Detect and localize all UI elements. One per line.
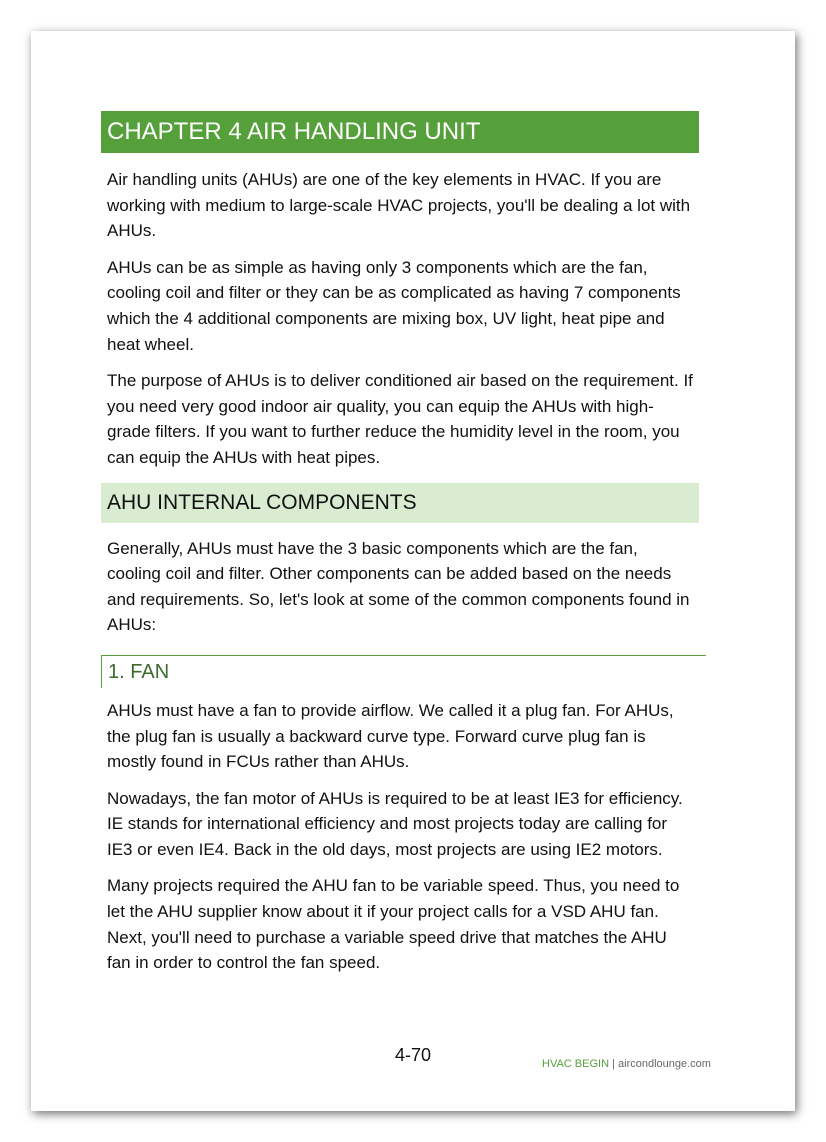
intro-paragraph-1: Air handling units (AHUs) are one of the key elements in HVAC. If you are working with medium to large-scale HVAC projects, you'll be dealing a lot with AHUs. bbox=[107, 170, 691, 241]
intro-paragraph-2: AHUs can be as simple as having only 3 components which are the fan, cooling coil and filter or they can be as complicated as having 7 components which the 4 additional components are mixing box, UV light, heat pipe and heat wheel. bbox=[107, 257, 681, 354]
footer-separator: | bbox=[609, 1058, 619, 1070]
page-number: 4-70 bbox=[395, 1045, 432, 1065]
footer-brand: HVAC BEGIN bbox=[542, 1058, 610, 1070]
footer-site: aircondlounge.com bbox=[618, 1058, 711, 1070]
section-title: AHU INTERNAL COMPONENTS bbox=[101, 483, 699, 523]
fan-paragraph-1: AHUs must have a fan to provide airflow. We called it a plug fan. For AHUs, the plug fan is usually a backward curve type. Forward curve plug fan is mostly found in FCUs rather than AHUs. bbox=[107, 700, 674, 772]
fan-paragraph-3: Many projects required the AHU fan to be variable speed. Thus, you need to let the AHU supplier know about it if your project calls for a VSD AHU fan. Next, you'll need to purchase a variable speed drive that matches the AHU fan in order to control the fan speed. bbox=[107, 876, 680, 973]
document-page bbox=[31, 31, 795, 1111]
fan-paragraph-2: Nowadays, the fan motor of AHUs is required to be at least IE3 for efficiency. IE stands for international efficiency and most projects today are calling for IE3 or even IE4. Back in the old days, most projects are using IE2 motors. bbox=[107, 788, 683, 859]
footer bbox=[542, 1058, 711, 1070]
page-content bbox=[101, 111, 699, 976]
intro-paragraph-3: The purpose of AHUs is to deliver conditioned air based on the requirement. If you need very good indoor air quality, you can equip the AHUs with high-grade filters. If you want to further reduce the humidity level in the room, you can equip the AHUs with heat pipes. bbox=[107, 371, 693, 467]
section-paragraph: Generally, AHUs must have the 3 basic components which are the fan, cooling coil and filter. Other components can be added based on the needs and requirements. So, let's look at some of the common components found in AHUs: bbox=[107, 538, 690, 635]
subsection-title: 1. FAN bbox=[101, 655, 706, 688]
chapter-title: CHAPTER 4 AIR HANDLING UNIT bbox=[101, 111, 699, 153]
